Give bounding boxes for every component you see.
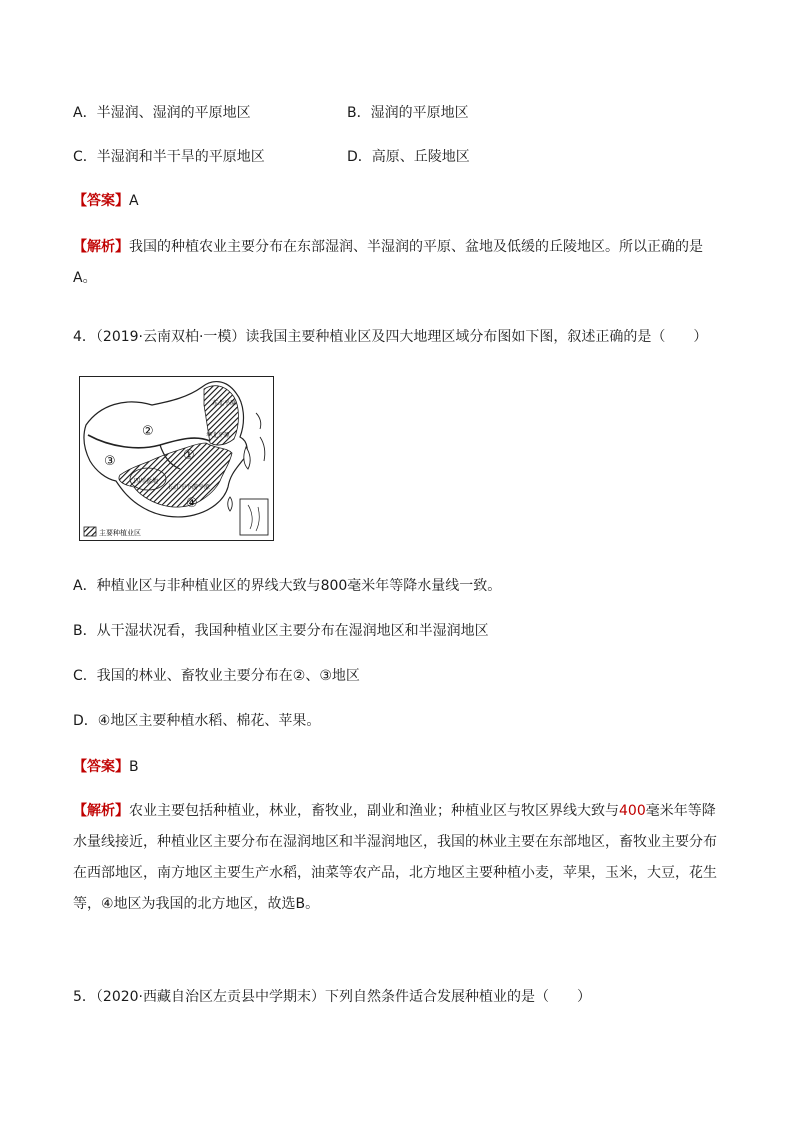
q4-option-d: D．④地区主要种植水稻、棉花、苹果。 bbox=[73, 713, 321, 729]
south-sea-inset bbox=[240, 499, 268, 535]
q3-option-c: C．半湿润和半干旱的平原地区 bbox=[73, 149, 265, 165]
taiwan-island bbox=[228, 497, 233, 511]
q3-option-b: B．湿润的平原地区 bbox=[347, 105, 469, 121]
korea-peninsula bbox=[244, 447, 250, 469]
answer-value: B bbox=[129, 759, 139, 775]
analysis-tag: 【解析】 bbox=[73, 239, 129, 255]
northeast-plain-label: 东北平原 bbox=[212, 400, 237, 407]
answer-tag: 【答案】 bbox=[73, 193, 129, 209]
q4-stem: 4．（2019·云南双柏·一模）读我国主要种植业区及四大地理区域分布图如下图，叙述正确的是（ ） bbox=[73, 329, 708, 345]
analysis-number: 400 bbox=[619, 803, 646, 819]
legend-swatch bbox=[84, 527, 96, 536]
region-2-label: ② bbox=[142, 424, 154, 439]
legend-label: 主要种植业区 bbox=[99, 529, 141, 537]
q5-stem: 5．（2020·西藏自治区左贡县中学期末）下列自然条件适合发展种植业的是（ ） bbox=[73, 989, 591, 1005]
region-1-label: ① bbox=[183, 448, 195, 463]
china-agriculture-map bbox=[79, 376, 274, 541]
sichuan-basin-label: 四川盆地 bbox=[134, 478, 159, 485]
answer-value: A bbox=[129, 193, 139, 209]
analysis-text-part2: 毫米年等降水量线接近，种植业区主要分布在湿润地区和半湿润地区，我国的林业主要在东部地区，畜牧业主要分布在西部地区，南方地区主要生产水稻，油菜等农产品，北方地区主要种植小麦，苹果，玉米，大豆，花生等，④地区为我国的北方地区，故选B。 bbox=[73, 803, 717, 912]
q3-option-d: D．高原、丘陵地区 bbox=[347, 149, 470, 165]
japan-islands bbox=[256, 413, 265, 461]
q4-option-c: C．我国的林业、畜牧业主要分布在②、③地区 bbox=[73, 668, 360, 684]
q4-analysis bbox=[73, 796, 721, 920]
q4-option-a: A．种植业区与非种植业区的界线大致与800毫米年等降水量线一致。 bbox=[73, 578, 502, 594]
analysis-tag: 【解析】 bbox=[73, 803, 129, 819]
changjiang-plain-label: 长江中下游平原 bbox=[168, 484, 211, 491]
region-3-label: ③ bbox=[104, 454, 116, 469]
q3-option-a: A．半湿润、湿润的平原地区 bbox=[73, 105, 251, 121]
q3-analysis bbox=[73, 232, 721, 294]
q4-answer bbox=[73, 757, 139, 777]
region-4-label: ④ bbox=[186, 496, 198, 511]
huabei-plain-label: 华北平原 bbox=[206, 432, 231, 439]
q3-answer bbox=[73, 191, 139, 211]
analysis-text: 我国的种植农业主要分布在东部湿润、半湿润的平原、盆地及低缓的丘陵地区。所以正确的是A。 bbox=[73, 239, 703, 286]
answer-tag: 【答案】 bbox=[73, 759, 129, 775]
analysis-text-part1: 农业主要包括种植业，林业，畜牧业，副业和渔业；种植业区与牧区界线大致与 bbox=[129, 803, 619, 819]
map-figure bbox=[80, 377, 273, 540]
q4-option-b: B．从干湿状况看，我国种植业区主要分布在湿润地区和半湿润地区 bbox=[73, 623, 489, 639]
